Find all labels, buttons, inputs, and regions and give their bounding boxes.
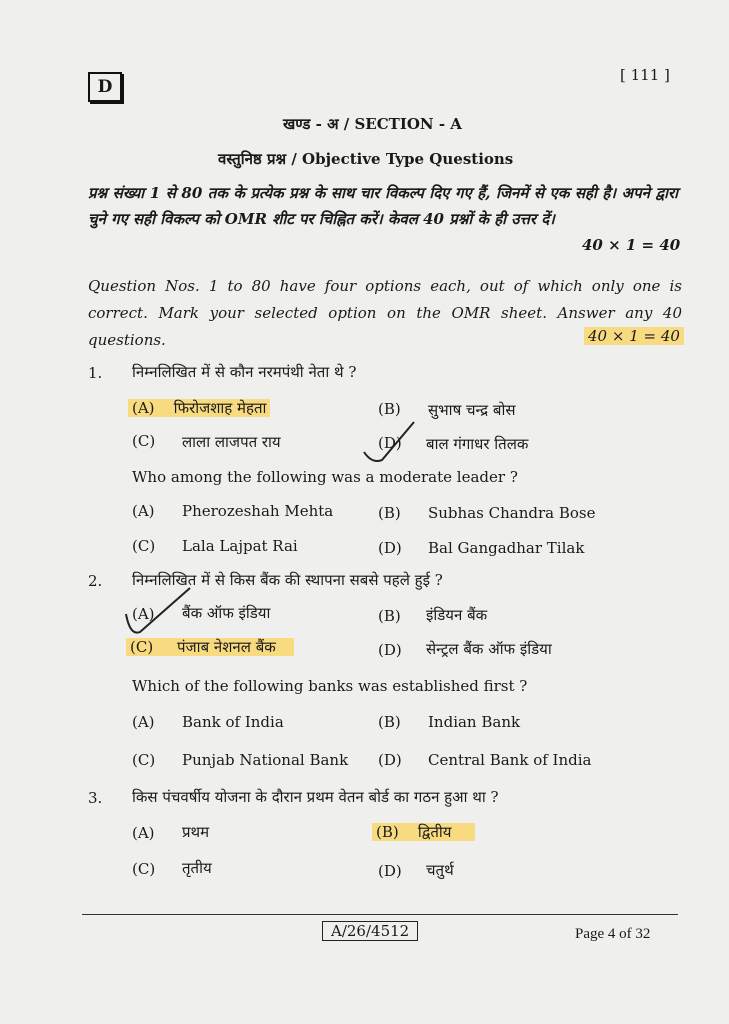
question-text-english: Which of the following banks was established first ? <box>132 677 528 695</box>
question-text-hindi: किस पंचवर्षीय योजना के दौरान प्रथम वेतन बोर्ड का गठन हुआ था ? <box>132 788 499 806</box>
option-label: (D) <box>378 862 402 880</box>
option-label: (D) <box>378 434 402 452</box>
section-subheading: वस्तुनिष्ठ प्रश्न / Objective Type Questions <box>218 150 514 168</box>
section-title: खण्ड - अ / SECTION - A <box>283 115 462 133</box>
option-text: Punjab National Bank <box>182 751 349 769</box>
option-text: Indian Bank <box>428 713 521 731</box>
option-label: (A) <box>132 399 155 417</box>
set-code-box: D <box>88 72 122 102</box>
option-text: फिरोजशाह मेहता <box>173 399 267 417</box>
option-text: Pherozeshah Mehta <box>182 502 334 520</box>
option-text: लाला लाजपत राय <box>182 433 281 451</box>
option-highlighted <box>372 822 475 842</box>
option-text: प्रथम <box>182 823 210 841</box>
option-label: (B) <box>378 504 401 522</box>
option-text: सेन्ट्रल बैंक ऑफ इंडिया <box>426 640 552 658</box>
option-text: बैंक ऑफ इंडिया <box>182 604 271 622</box>
instructions-english: Question Nos. 1 to 80 have four options each, out of which only one is correct. Mark your selected option on the OMR sheet. Answer any 40 questions. <box>88 277 682 349</box>
option-text: तृतीय <box>182 859 212 877</box>
option-label: (A) <box>132 713 155 731</box>
option-text: पंजाब नेशनल बैंक <box>177 638 276 656</box>
check-mark-icon <box>360 418 420 468</box>
option-label: (B) <box>378 400 401 418</box>
option-label: (C) <box>130 638 154 656</box>
option-label: (A) <box>132 605 155 623</box>
question-text-hindi: निम्नलिखित में से किस बैंक की स्थापना सबसे पहले हुई ? <box>132 571 443 589</box>
paper-number: [ 111 ] <box>620 66 670 84</box>
footer-divider <box>82 914 678 915</box>
option-text: Central Bank of India <box>428 751 592 769</box>
option-label: (B) <box>376 823 399 841</box>
paper-code: A/26/4512 <box>322 921 418 941</box>
question-text-hindi: निम्नलिखित में से कौन नरमपंथी नेता थे ? <box>132 363 357 381</box>
option-label: (A) <box>132 824 155 842</box>
page-number: Page 4 of 32 <box>575 926 651 942</box>
option-text: Bank of India <box>182 713 284 731</box>
option-text: द्वितीय <box>417 823 452 841</box>
marks-english: 40 × 1 = 40 <box>584 327 684 345</box>
question-number: 3. <box>88 789 103 807</box>
option-label: (B) <box>378 607 401 625</box>
option-label: (C) <box>132 432 156 450</box>
question-number: 2. <box>88 572 103 590</box>
option-text: चतुर्थ <box>426 861 454 879</box>
option-label: (A) <box>132 502 155 520</box>
option-label: (C) <box>132 751 156 769</box>
check-mark-icon <box>120 584 200 644</box>
option-label: (D) <box>378 539 402 557</box>
instructions-hindi: प्रश्न संख्या 1 से 80 तक के प्रत्येक प्रश्न के साथ चार विकल्प दिए गए हैं, जिनमें से एक सही है। अपने द्वारा चुने गए सही विकल्प को OMR शीट पर चिह्नित करें। केवल 40 प्रश्नों के ही उत्तर दें। <box>88 184 678 228</box>
option-text: इंडियन बैंक <box>426 606 488 624</box>
option-label: (D) <box>378 751 402 769</box>
option-highlighted <box>128 398 270 418</box>
option-highlighted <box>126 637 294 657</box>
question-number: 1. <box>88 364 103 382</box>
option-text: Lala Lajpat Rai <box>182 537 298 555</box>
option-text: बाल गंगाधर तिलक <box>426 435 529 453</box>
option-text: Subhas Chandra Bose <box>428 504 596 522</box>
option-text: सुभाष चन्द्र बोस <box>428 401 516 419</box>
marks-hindi: 40 × 1 = 40 <box>582 236 681 254</box>
question-text-english: Who among the following was a moderate leader ? <box>132 468 518 486</box>
option-label: (D) <box>378 641 402 659</box>
option-label: (B) <box>378 713 401 731</box>
option-label: (C) <box>132 537 156 555</box>
option-label: (C) <box>132 860 156 878</box>
option-text: Bal Gangadhar Tilak <box>428 539 585 557</box>
